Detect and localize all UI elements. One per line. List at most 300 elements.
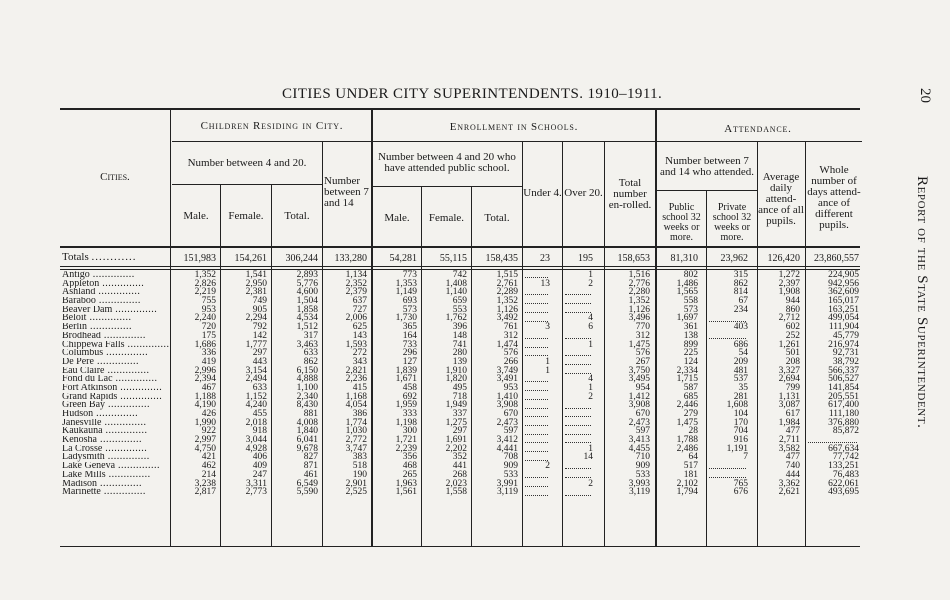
table-cell: 1 [588, 270, 593, 280]
table-cell: 953 [503, 382, 518, 393]
table-cell: 799 [785, 382, 800, 393]
empty-cell-dots [525, 321, 548, 322]
table-cell: 111,180 [828, 409, 859, 419]
table-cell: 558 [683, 296, 698, 307]
column-total [272, 271, 318, 497]
column-between-7-14 [323, 271, 367, 497]
table-cell: 633 [252, 382, 267, 393]
table-cell: 104 [733, 409, 748, 419]
table-cell: 3 [545, 322, 550, 333]
table-cell: 3,413 [628, 435, 650, 446]
city-name: Appleton .............. [62, 279, 145, 289]
table-cell: 281 [733, 391, 748, 402]
header-bottom-rule [60, 246, 860, 248]
average-daily-header: Average daily attend-ance of all pupils. [758, 171, 804, 227]
city-name: Columbus .............. [62, 349, 149, 358]
table-cell: 127 [402, 356, 417, 367]
table-cell: 1,352 [628, 296, 650, 307]
table-cell: 2,996 [194, 365, 216, 376]
table-cell: 2,776 [628, 278, 650, 289]
table-cell: 2 [588, 278, 593, 289]
table-cell: 953 [201, 304, 216, 315]
table-cell [563, 488, 593, 497]
table-cell: 6 [588, 322, 593, 333]
table-cell: 3,750 [628, 365, 650, 376]
table-cell: 765 [733, 478, 748, 489]
table-cell: 2,018 [245, 417, 267, 428]
subgroup-rule [172, 184, 322, 185]
total-cell: 81,310 [670, 253, 698, 264]
table-cell: 3,327 [778, 365, 800, 376]
table-cell: 2,486 [676, 443, 698, 454]
table-cell: 727 [352, 304, 367, 315]
table-cell: 1,486 [676, 278, 698, 289]
vrule [170, 110, 171, 546]
table-cell: 13 [540, 278, 550, 289]
table-cell: 441 [452, 461, 467, 472]
table-cell: 2,446 [676, 400, 698, 411]
table-cell [523, 393, 550, 402]
total-cell: 23,962 [720, 253, 748, 264]
table-cell: 3,908 [628, 400, 650, 411]
table-cell: 2,239 [395, 443, 417, 454]
city-name: Fond du Lac .............. [62, 375, 158, 384]
table-cell [563, 410, 593, 419]
table-cell: 336 [201, 348, 216, 359]
table-cell: 362,609 [828, 287, 859, 298]
table-cell: 710 [635, 452, 650, 463]
table-cell: 518 [352, 461, 367, 472]
table-cell: 1,134 [345, 270, 367, 280]
empty-cell-dots [565, 312, 591, 313]
table-cell: 9,678 [296, 443, 318, 454]
group-children-header: Children Residing in City. [200, 120, 344, 132]
table-cell: 1,840 [296, 426, 318, 437]
table-cell: 268 [452, 469, 467, 480]
table-cell: 2,379 [345, 287, 367, 298]
table-cell: 214 [201, 469, 216, 480]
table-cell: 64 [688, 452, 698, 463]
table-cell: 617,400 [828, 400, 859, 411]
leader-dots: .............. [95, 288, 141, 298]
city-name: Green Bay .............. [62, 401, 151, 410]
table-cell [523, 436, 550, 445]
column-att-male [373, 271, 417, 497]
whole-days-header: Whole number of days attend-ance of different pupils. [807, 164, 861, 231]
table-cell: 860 [785, 304, 800, 315]
table-cell: 2,219 [194, 287, 216, 298]
table-cell: 315 [733, 270, 748, 280]
table-cell: 209 [733, 356, 748, 367]
empty-cell-dots [525, 312, 548, 313]
table-cell [523, 445, 550, 454]
city-name: Marinette .............. [62, 488, 146, 497]
table-cell: 1,126 [496, 304, 518, 315]
table-cell: 625 [352, 322, 367, 333]
empty-cell-dots [709, 477, 746, 478]
empty-cell-dots [525, 486, 548, 487]
table-cell: 749 [252, 296, 267, 307]
table-cell: 6,041 [296, 435, 318, 446]
table-cell: 597 [503, 426, 518, 437]
table-cell: 205,551 [828, 391, 859, 402]
public-school-header: Public school 32 weeks or more. [662, 202, 701, 243]
table-cell: 170 [733, 417, 748, 428]
table-cell: 2,817 [194, 487, 216, 498]
city-name: Fort Atkinson .............. [62, 383, 163, 393]
table-cell: 468 [402, 461, 417, 472]
table-cell [707, 462, 748, 471]
table-cell: 5,776 [296, 278, 318, 289]
table-cell: 3,491 [496, 374, 518, 385]
table-cell: 1,515 [496, 270, 518, 280]
table-cell: 1,152 [245, 391, 267, 402]
table-cell [563, 288, 593, 297]
leader-dots: .............. [97, 436, 142, 445]
table-cell: 28 [688, 426, 698, 437]
page-number: 20 [917, 88, 933, 103]
table-cell: 1 [588, 443, 593, 454]
table-cell: 3,154 [245, 365, 267, 376]
table-cell: 2,711 [778, 435, 800, 446]
table-cell: 3,119 [496, 487, 518, 498]
table-cell [523, 419, 550, 428]
empty-cell-dots [565, 338, 591, 339]
table-cell: 4,240 [245, 400, 267, 411]
table-cell: 916 [733, 435, 748, 446]
table-cell: 3,362 [778, 478, 800, 489]
column-public32 [657, 271, 698, 497]
table-cell: 148 [452, 330, 467, 341]
attended-total-header: Total. [484, 212, 510, 224]
empty-cell-dots [525, 416, 548, 417]
table-cell: 3,492 [496, 313, 518, 324]
table-cell: 4,928 [245, 443, 267, 454]
empty-cell-dots [565, 364, 591, 365]
table-cell: 1,353 [395, 278, 417, 289]
group-enrollment-header: Enrollment in Schools. [449, 121, 579, 133]
table-cell: 2,950 [245, 278, 267, 289]
leader-dots: .............. [117, 383, 163, 393]
table-cell: 1,412 [628, 391, 650, 402]
table-cell: 352 [452, 452, 467, 463]
table-cell: 67 [738, 296, 748, 307]
table-cell: 3,412 [496, 435, 518, 446]
table-cell: 2,821 [345, 365, 367, 376]
table-cell: 670 [503, 409, 518, 419]
table-cell: 8,430 [296, 400, 318, 411]
table-cell: 1,984 [778, 417, 800, 428]
table-cell: 533 [635, 469, 650, 480]
empty-cell-dots [565, 355, 591, 356]
table-cell: 1,671 [395, 374, 417, 385]
table-cell: 85,872 [832, 426, 859, 437]
table-cell: 566,337 [828, 365, 859, 376]
table-cell: 2,761 [496, 278, 518, 289]
table-cell: 35 [738, 382, 748, 393]
table-cell: 2,394 [194, 374, 216, 385]
table-cell: 190 [352, 469, 367, 480]
city-name: Lake Mills .............. [62, 470, 151, 480]
city-name: Hudson .............. [62, 410, 139, 419]
empty-cell-dots [525, 495, 548, 496]
table-cell: 421 [201, 452, 216, 463]
table-cell [523, 297, 550, 306]
total-cell: 23 [540, 253, 550, 264]
table-cell: 741 [452, 339, 467, 350]
city-name: Antigo .............. [62, 271, 135, 280]
table-cell: 2,525 [345, 487, 367, 498]
city-name: Eau Claire .............. [62, 366, 150, 376]
table-cell: 742 [452, 270, 467, 280]
table-cell: 458 [402, 382, 417, 393]
table-cell: 501 [785, 348, 800, 359]
table-cell: 1,410 [496, 391, 518, 402]
table-cell: 461 [303, 469, 318, 480]
table-cell: 4,534 [296, 313, 318, 324]
table-cell: 6,549 [296, 478, 318, 489]
leader-dots: .............. [99, 279, 145, 289]
table-cell: 300 [402, 426, 417, 437]
table-cell: 1,275 [445, 417, 467, 428]
table-cell: 1,820 [445, 374, 467, 385]
table-cell: 1,730 [395, 313, 417, 324]
table-cell: 1,272 [778, 270, 800, 280]
total-enrolled-header: Total number en-rolled. [608, 177, 652, 211]
leader-dots: .............. [102, 427, 148, 437]
empty-cell-dots [565, 303, 591, 304]
table-cell: 704 [733, 426, 748, 437]
empty-cell-dots [565, 373, 591, 374]
table-cell: 2,381 [245, 287, 267, 298]
table-cell: 317 [303, 330, 318, 341]
table-cell: 415 [352, 382, 367, 393]
table-cell: 1,352 [194, 270, 216, 280]
leader-dots: .............. [105, 470, 151, 480]
table-cell: 676 [733, 487, 748, 498]
table-cell: 2 [588, 391, 593, 402]
table-cell: 386 [352, 409, 367, 419]
table-cell: 3,495 [628, 374, 650, 385]
table-cell: 553 [452, 304, 467, 315]
table-cell: 597 [635, 426, 650, 437]
table-cell: 2,772 [345, 435, 367, 446]
table-cell: 1,990 [194, 417, 216, 428]
table-cell: 234 [733, 304, 748, 315]
table-cell: 2,893 [296, 270, 318, 280]
table-cell: 573 [683, 304, 698, 315]
table-cell: 141,854 [828, 382, 859, 393]
table-cell: 396 [452, 322, 467, 333]
leader-dots: .............. [103, 349, 149, 358]
table-cell: 1,504 [296, 296, 318, 307]
table-cell: 4,054 [345, 400, 367, 411]
total-cell: 306,244 [285, 253, 318, 264]
table-cell: 2,006 [345, 313, 367, 324]
table-cell [523, 306, 550, 315]
between-4-20-header: Number between 4 and 20. [187, 157, 307, 169]
table-cell: 4,888 [296, 374, 318, 385]
table-cell: 2,473 [628, 417, 650, 428]
city-name: Madison .............. [62, 479, 142, 489]
table-cell: 733 [402, 339, 417, 350]
city-name: Ashland .............. [62, 288, 141, 298]
table-cell: 92,731 [832, 348, 859, 359]
table-cell: 1,168 [345, 391, 367, 402]
empty-cell-dots [525, 451, 548, 452]
table-cell: 667,634 [828, 443, 859, 454]
table-cell: 297 [252, 348, 267, 359]
column-total-enrolled [605, 271, 650, 497]
total-cell: 54,281 [389, 253, 417, 264]
empty-cell-dots [525, 303, 548, 304]
table-cell: 296 [402, 348, 417, 359]
empty-cell-dots [525, 338, 548, 339]
total-cell: 158,435 [485, 253, 518, 264]
table-cell [523, 341, 550, 350]
table-cell: 1,608 [726, 400, 748, 411]
table-cell [523, 410, 550, 419]
table-cell: 1,715 [676, 374, 698, 385]
table-cell: 272 [352, 348, 367, 359]
empty-cell-dots [565, 434, 591, 435]
table-cell: 4,600 [296, 287, 318, 298]
empty-cell-dots [565, 495, 591, 496]
subgroup-rule-3 [656, 190, 758, 191]
column-whole-days [806, 271, 859, 497]
empty-cell-dots [565, 477, 591, 478]
empty-cell-dots [565, 468, 591, 469]
total-cell: 55,115 [439, 253, 467, 264]
table-cell: 265 [402, 469, 417, 480]
table-cell: 909 [503, 461, 518, 472]
table-cell: 216,974 [828, 339, 859, 350]
table-cell: 633 [303, 348, 318, 359]
table-cell: 2,826 [194, 278, 216, 289]
city-name: Grand Rapids .............. [62, 392, 163, 402]
table-cell: 3,908 [496, 400, 518, 411]
table-cell: 918 [252, 426, 267, 437]
table-cell: 718 [452, 391, 467, 402]
table-cell: 1,565 [676, 287, 698, 298]
table-cell: 2,102 [676, 478, 698, 489]
empty-cell-dots [525, 381, 548, 382]
empty-cell-dots [525, 460, 548, 461]
table-cell: 944 [785, 296, 800, 307]
empty-cell-dots [525, 399, 548, 400]
table-cell: 443 [252, 356, 267, 367]
table-cell: 659 [452, 296, 467, 307]
leader-dots: .............. [100, 488, 146, 497]
table-cell: 383 [352, 452, 367, 463]
table-cell: 1,686 [194, 339, 216, 350]
table-cell: 587 [683, 382, 698, 393]
table-cell: 2,240 [194, 313, 216, 324]
table-cell: 1,963 [395, 478, 417, 489]
table-cell: 2,997 [194, 435, 216, 446]
table-cell: 7 [743, 452, 748, 463]
table-cell: 881 [303, 409, 318, 419]
leader-dots: .............. [117, 392, 163, 402]
group-rule [172, 141, 862, 142]
totals-rule [60, 266, 860, 267]
table-cell [523, 471, 550, 480]
table-cell [523, 480, 550, 489]
table-cell: 814 [733, 287, 748, 298]
total-cell: 133,280 [334, 253, 367, 264]
leader-dots: .............. [101, 418, 147, 428]
table-cell: 3,044 [245, 435, 267, 446]
table-cell: 1,149 [395, 287, 417, 298]
table-cell: 670 [635, 409, 650, 419]
table-cell: 2,473 [496, 417, 518, 428]
total-cell: 23,860,557 [814, 253, 859, 264]
table-cell: 444 [785, 469, 800, 480]
table-cell: 871 [303, 461, 318, 472]
table-cell: 143 [352, 330, 367, 341]
table-cell: 827 [303, 452, 318, 463]
running-side-title: Report of the State Superintendent. [914, 176, 930, 429]
leader-dots: .............. [102, 444, 148, 454]
table-cell: 720 [201, 322, 216, 333]
table-cell: 77,742 [832, 452, 859, 463]
table-cell: 224,905 [828, 270, 859, 280]
table-cell: 481 [733, 365, 748, 376]
column-over20 [563, 271, 593, 497]
table-cell: 2,202 [445, 443, 467, 454]
table-cell [563, 349, 593, 358]
table-cell [563, 297, 593, 306]
table-cell: 3,747 [345, 443, 367, 454]
table-cell: 3,463 [296, 339, 318, 350]
table-cell: 1,777 [245, 339, 267, 350]
total-cell: 195 [578, 253, 593, 264]
leader-dots: .............. [87, 323, 132, 332]
total-cell: 151,983 [183, 253, 216, 264]
table-cell: 2,773 [245, 487, 267, 498]
table-cell: 692 [402, 391, 417, 402]
table-cell: 1,858 [296, 304, 318, 315]
empty-cell-dots [565, 408, 591, 409]
cities-header: Cities. [100, 171, 130, 183]
table-cell: 164 [402, 330, 417, 341]
table-cell [563, 462, 593, 471]
empty-cell-dots [565, 416, 591, 417]
table-cell: 266 [503, 356, 518, 367]
private-school-header: Private school 32 weeks or more. [712, 202, 752, 243]
city-name: Kenosha .............. [62, 436, 142, 445]
table-cell: 455 [252, 409, 267, 419]
table-cell: 4 [588, 374, 593, 385]
table-cell: 2,023 [445, 478, 467, 489]
table-cell [523, 375, 550, 384]
table-cell: 922 [201, 426, 216, 437]
table-cell: 54 [738, 348, 748, 359]
table-cell: 4,455 [628, 443, 650, 454]
table-cell: 2,694 [778, 374, 800, 385]
table-cell: 1,561 [395, 487, 417, 498]
table-cell: 142 [252, 330, 267, 341]
table-cell: 3,582 [778, 443, 800, 454]
table-cell: 3,993 [628, 478, 650, 489]
empty-cell-dots [709, 321, 746, 322]
table-cell: 2,294 [245, 313, 267, 324]
city-name: Lake Geneva .............. [62, 462, 161, 471]
table-cell: 942,956 [828, 278, 859, 289]
table-cell: 3,991 [496, 478, 518, 489]
table-cell: 1,352 [496, 296, 518, 307]
table-cell: 576 [503, 348, 518, 359]
